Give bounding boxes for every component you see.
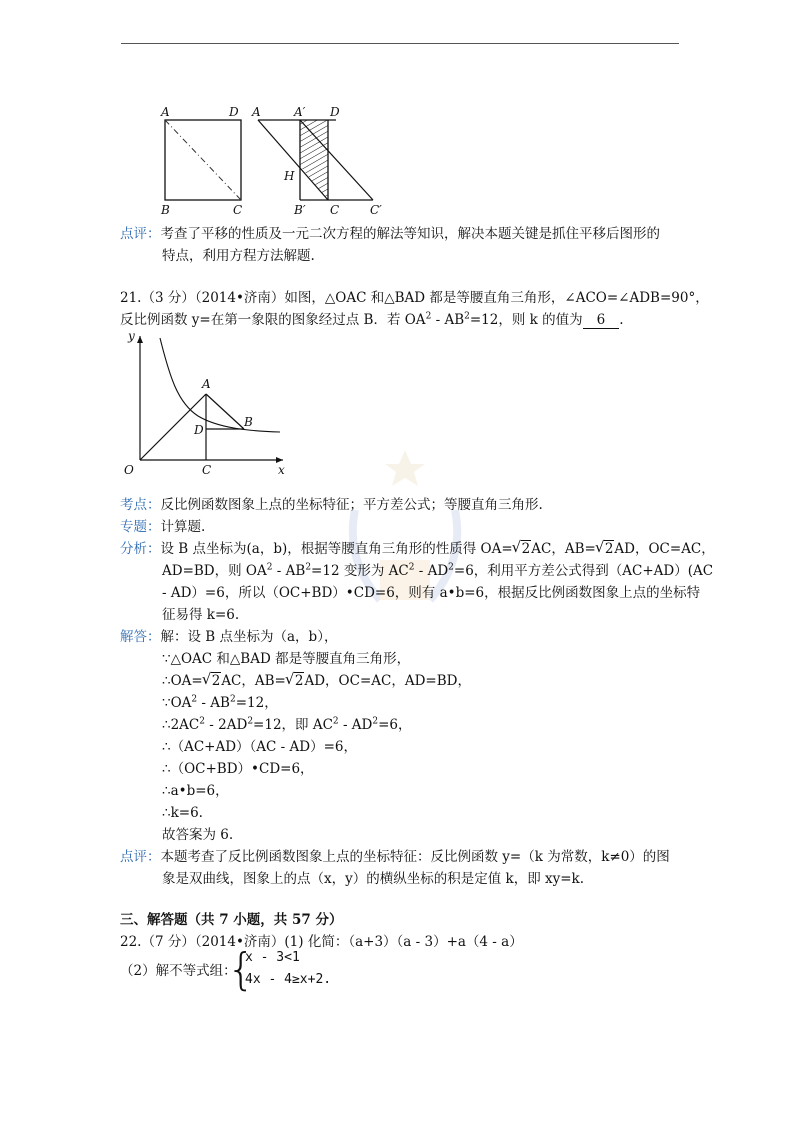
- jieda-line3: ∴OA=√ 2AC，AB=√ 2AD，OC=AC，AD=BD，: [162, 670, 471, 692]
- graph-label-y: y: [128, 329, 135, 343]
- jieda-line4: $\because OA^2 - AB^2=12$，: [162, 694, 278, 711]
- answer-blank: 6: [583, 313, 620, 329]
- jieda-line6: ∴（AC+AD）（AC - AD）=6，: [162, 739, 357, 755]
- sqrt-symbol: √ 2: [286, 670, 305, 692]
- kaodian-label: 考点：: [120, 497, 161, 513]
- graph-label-d: D: [194, 423, 204, 437]
- inequality-1: x - 3<1: [245, 950, 300, 965]
- sqrt-symbol: √ 2: [203, 670, 222, 692]
- comment-label: 点评：: [120, 226, 161, 242]
- jieda-label: 解答：: [120, 629, 161, 645]
- fig2-label-a-prime: A′: [294, 105, 306, 119]
- q22-line2: （2）解不等式组：: [120, 963, 237, 979]
- jieda-line2: ∵△OAC 和△BAD 都是等腰直角三角形，: [162, 651, 411, 667]
- jieda-line8: ∴a•b=6，: [162, 783, 229, 799]
- zhuanti-label: 专题：: [120, 519, 161, 535]
- fenxi-line1: 分析：设 B 点坐标为(a，b)，根据等腰直角三角形的性质得 OA=√ 2AC，AB=√ 2AD，OC=AC，: [120, 538, 715, 560]
- jieda-line9: ∴k=6.: [162, 805, 203, 821]
- kaodian-line: 考点：反比例函数图象上点的坐标特征；平方差公式；等腰直角三角形.: [120, 497, 543, 513]
- fenxi-line4: 征易得 k=6.: [162, 607, 240, 623]
- q21-line1: 21.（3 分）（2014•济南）如图，△OAC 和△BAD 都是等腰直角三角形，∠ACO=∠ADB=90°，: [120, 290, 709, 306]
- fig2-label-d: D: [330, 105, 340, 119]
- comment1-line2: 特点，利用方程方法解题.: [162, 248, 315, 264]
- comment1-line1: 点评：考查了平移的性质及一元二次方程的解法等知识，解决本题关键是抓住平移后图形的: [120, 226, 660, 242]
- fig1-label-c: C: [233, 203, 243, 217]
- section-title: 三、解答题（共 7 小题，共 57 分）: [120, 912, 343, 928]
- fig1-label-a: A: [161, 105, 170, 119]
- translation-figure: [248, 102, 398, 220]
- header-rule: [121, 43, 679, 44]
- graph-label-x: x: [278, 463, 285, 477]
- q21-line2: 反比例函数 y=在第一象限的图象经过点 B．若 $OA^2 - AB^2=12$，则 k 的值为 6 .: [120, 311, 624, 328]
- fig2-label-h: H: [284, 169, 295, 183]
- fig1-label-b: B: [161, 203, 170, 217]
- inequality-2: 4x - 4≥x+2.: [245, 972, 332, 987]
- q22-line1: 22.（7 分）（2014•济南）(1) 化简：（a+3）（a - 3）+a（4 - a）: [120, 934, 523, 950]
- fenxi-line3: - AD）=6，所以（OC+BD）•CD=6，则有 a•b=6，根据反比例函数图象上点的坐标特: [162, 585, 701, 601]
- fig2-label-b-prime: B′: [294, 203, 306, 217]
- jieda-line7: ∴（OC+BD）•CD=6，: [162, 761, 314, 777]
- sqrt-symbol: √ 2: [596, 538, 615, 560]
- graph-label-o: O: [124, 463, 134, 477]
- zhuanti-line: 专题：计算题.: [120, 519, 206, 535]
- system-brace: {: [227, 944, 255, 995]
- comment-label: 点评：: [120, 849, 161, 865]
- fenxi-line2: AD=BD，则 $OA^2 - AB^2=12$ 变形为 $AC^2 - AD^2=6$，利用平方差公式得到（AC+AD）(AC: [162, 562, 714, 579]
- comment2-line1: 点评：本题考查了反比例函数图象上点的坐标特征：反比例函数 y=（k 为常数，k≠0）的图: [120, 849, 670, 865]
- graph-label-a: A: [202, 377, 211, 391]
- sqrt-symbol: √ 2: [513, 538, 532, 560]
- fig2-label-a: A: [252, 105, 261, 119]
- fig2-label-c: C: [330, 203, 340, 217]
- jieda-line5: $\therefore 2AC^2 - 2AD^2=12$，即 $AC^2 - AD^2=6$，: [162, 716, 412, 733]
- square-figure: [155, 102, 255, 220]
- fig1-label-d: D: [229, 105, 239, 119]
- fig2-label-c-prime: C′: [370, 203, 382, 217]
- graph-label-b: B: [244, 415, 253, 429]
- graph-label-c: C: [202, 463, 212, 477]
- jieda-line1: 解答：解：设 B 点坐标为（a，b），: [120, 629, 338, 645]
- jieda-line10: 故答案为 6.: [162, 827, 234, 843]
- fenxi-label: 分析：: [120, 541, 161, 557]
- hyperbola-graph: [118, 328, 298, 478]
- comment2-line2: 象是双曲线，图象上的点（x，y）的横纵坐标的积是定值 k，即 xy=k.: [162, 871, 585, 887]
